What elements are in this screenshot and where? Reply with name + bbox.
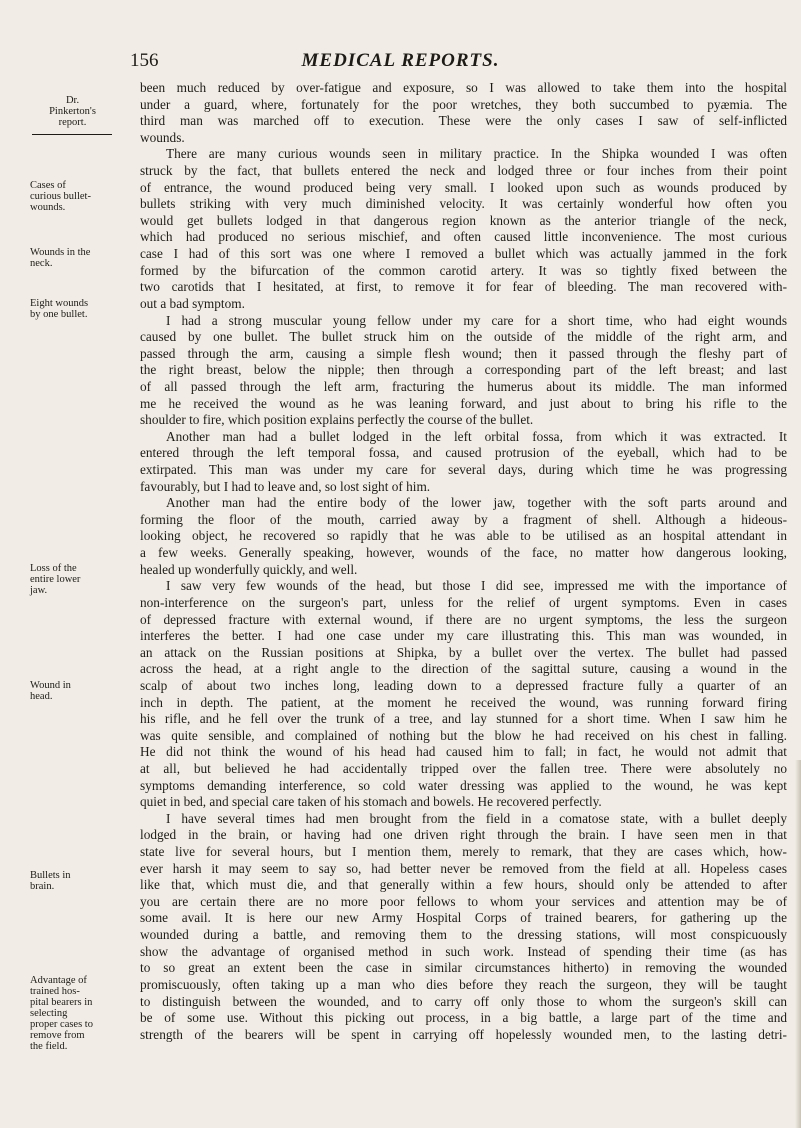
margin-note-line: selecting bbox=[30, 1008, 68, 1019]
margin-note bbox=[30, 298, 115, 320]
margin-note bbox=[30, 180, 115, 213]
body-line: which had produced no serious mischief, and often caused little inconvenience. The most curious bbox=[140, 229, 787, 245]
body-line: quiet in bed, and special care taken of his stomach and bowels. He recovered perfectly. bbox=[140, 794, 602, 810]
body-line: you are certain there are no more poor fellows to whom your services and attention may be of bbox=[140, 893, 787, 909]
body-line: scalp of about two inches long, leading down to a depressed fracture fully a quarter of an bbox=[140, 677, 787, 693]
margin-note-line: wounds. bbox=[30, 202, 66, 213]
running-title: MEDICAL REPORTS. bbox=[301, 50, 500, 71]
margin-note-line: Dr. bbox=[65, 95, 80, 106]
margin-note-line: Advantage of bbox=[30, 975, 87, 986]
body-line: of depressed fracture with external wound, if there are no urgent symptoms, the less the surgeon bbox=[140, 611, 787, 627]
body-line: caused by one bullet. The bullet struck him on the outside of the middle of the right arm, and bbox=[140, 329, 787, 345]
margin-note-brace bbox=[32, 128, 112, 135]
body-line: lodged in the brain, or having had one driven right through the brain. I have seen men in that bbox=[140, 827, 787, 843]
margin-note bbox=[30, 247, 115, 269]
body-line: promiscuously, often taking up a man who dies before they reach the surgeon, they will be taught bbox=[140, 976, 787, 992]
body-line: symptoms demanding interference, so cold water dressing was applied to the wound, he was kept bbox=[140, 777, 787, 793]
body-line: be of some use. Without this picking out process, in a big battle, a large part of the time and bbox=[140, 1010, 787, 1026]
body-line: to distinguish between the wounded, and to carry off only those to whom the surgeon's skill can bbox=[140, 993, 787, 1009]
body-line: non-interference on the surgeon's part, unless for the relief of urgent symptoms. Even in cases bbox=[140, 594, 787, 610]
margin-note-line: trained hos- bbox=[30, 986, 80, 997]
body-line: of entrance, the wound produced being very small. I looked upon such as wounds produced by bbox=[140, 179, 787, 195]
body-line: a few weeks. Generally speaking, however, wounds of the face, no matter how dangerous looking, bbox=[140, 545, 787, 561]
margin-note bbox=[30, 95, 115, 128]
body-line: me he received the wound as he was leaning forward, and just about to bring his rifle to the bbox=[140, 395, 787, 411]
body-line: I have several times had men brought from the field in a comatose state, with a bullet deeply bbox=[166, 810, 787, 826]
body-line: to so great an extent been the case in similar circumstances hitherto) in removing the wounded bbox=[140, 960, 787, 976]
margin-note-line: curious bullet- bbox=[30, 191, 91, 202]
body-line: forming the floor of the mouth, carried away by a fragment of shell. Although a hideous- bbox=[140, 511, 787, 527]
margin-note-line: pital bearers in bbox=[30, 997, 93, 1008]
margin-note-line: Eight wounds bbox=[30, 298, 89, 309]
margin-note-line: report. bbox=[58, 117, 87, 128]
margin-note-line: Cases of bbox=[30, 180, 66, 191]
body-line: Another man had the entire body of the lower jaw, together with the soft parts around and bbox=[166, 495, 787, 511]
body-text bbox=[140, 80, 787, 1043]
body-line: interferes the better. I had one case under my care illustrating this. This man was wounded, in bbox=[140, 628, 787, 644]
margin-note-line: entire lower bbox=[30, 574, 81, 585]
body-line: extirpated. This man was under my care for several days, during which time he was progressing bbox=[140, 462, 787, 478]
page-header bbox=[0, 50, 801, 74]
margin-note bbox=[30, 680, 115, 702]
margin-note-line: the field. bbox=[30, 1041, 68, 1052]
body-line: wounded during a battle, and removing them to the dressing stations, will most conspicuously bbox=[140, 927, 787, 943]
body-line: wounds. bbox=[140, 129, 185, 145]
body-line: favourably, but I had to leave and, so lost sight of him. bbox=[140, 478, 431, 494]
margin-note-line: Wound in bbox=[30, 680, 71, 691]
body-line: Another man had a bullet lodged in the left orbital fossa, from which it was extracted. It bbox=[166, 428, 787, 444]
margin-note-line: Wounds in the bbox=[30, 247, 91, 258]
body-line: of all passed through the left arm, fracturing the humerus about its middle. The man informed bbox=[140, 378, 787, 394]
body-line: across the head, at a right angle to the direction of the sagittal suture, causing a wound in the bbox=[140, 661, 787, 677]
body-line: I saw very few wounds of the head, but those I did see, impressed me with the importance of bbox=[166, 578, 787, 594]
margin-note bbox=[30, 975, 115, 1052]
body-line: entered through the left temporal fossa, and caused protrusion of the eyeball, which had to be bbox=[140, 445, 787, 461]
body-line: strength of the bearers will be spent in carrying off hopelessly wounded men, to the lasting detri- bbox=[140, 1026, 787, 1042]
body-line: would get bullets lodged in that dangerous region known as the anterior triangle of the neck, bbox=[140, 212, 787, 228]
body-line: two carotids that I hesitated, at first, to remove it for fear of bleeding. The man recovered with- bbox=[140, 279, 787, 295]
body-line: I had a strong muscular young fellow under my care for a short time, who had eight wounds bbox=[166, 312, 787, 328]
body-line: under a guard, where, fortunately for the poor wretches, they both succumbed to pyæmia. The bbox=[140, 96, 787, 112]
margin-note-line: brain. bbox=[30, 881, 55, 892]
page-number: 156 bbox=[130, 50, 159, 71]
body-line: third man was marched off to execution. These were the only cases I saw of self-inflicted bbox=[140, 113, 787, 129]
body-line: been much reduced by over-fatigue and exposure, so I was allowed to take them into the hospital bbox=[140, 80, 787, 95]
body-line: out a bad symptom. bbox=[140, 295, 245, 311]
body-line: passed through the arm, causing a simple flesh wound; then it passed through the fleshy part of bbox=[140, 345, 787, 361]
body-line: the right breast, below the nipple; then through a corresponding part of the left breast; and last bbox=[140, 362, 787, 378]
body-line: looking object, he recovered so rapidly that he was able to be utilised as an hospital attendant in bbox=[140, 528, 787, 544]
body-line: formed by the bifurcation of the common carotid artery. It was so tightly fixed between the bbox=[140, 262, 787, 278]
body-line: his rifle, and he fell over the trunk of a tree, and lay stunned for a short time. When I saw him he bbox=[140, 711, 787, 727]
body-line: like that, which must die, and that generally within a few hours, should only be attended to after bbox=[140, 877, 787, 893]
body-line: struck by the fact, that bullets entered the neck and lodged three or four inches from their point bbox=[140, 163, 787, 179]
margin-note bbox=[30, 563, 115, 596]
body-line: There are many curious wounds seen in military practice. In the Shipka wounded I was often bbox=[166, 146, 787, 162]
body-line: some avail. It is here our new Army Hospital Corps of trained bearers, for gathering up the bbox=[140, 910, 787, 926]
body-line: at all, but believed he had accidentally tripped over the fallen tree. There were absolutely no bbox=[140, 760, 787, 776]
body-line: He did not think the wound of his head had caused him to fall; in fact, he would not admit that bbox=[140, 744, 787, 760]
body-line: healed up wonderfully quickly, and well. bbox=[140, 561, 358, 577]
page-edge-shadow bbox=[795, 760, 801, 1128]
margin-note-line: head. bbox=[30, 691, 53, 702]
body-line: bullets striking with very much diminished velocity. It was certainly wonderful how often you bbox=[140, 196, 787, 212]
body-line: state live for several hours, but I mention them, merely to remark, that they are cases which, how- bbox=[140, 844, 787, 860]
margin-note-line: remove from bbox=[30, 1030, 85, 1041]
body-line: was quite sensible, and complained of nothing but the blow he had received on his chest in falling. bbox=[140, 727, 787, 743]
margin-note bbox=[30, 870, 115, 892]
margin-note-line: Bullets in bbox=[30, 870, 71, 881]
body-line: shoulder to fire, which position explains perfectly the course of the bullet. bbox=[140, 412, 534, 428]
margin-note-line: Loss of the bbox=[30, 563, 77, 574]
body-line: show the advantage of organised method in such work. Instead of spending their time (as has bbox=[140, 943, 787, 959]
body-line: case I had of this sort was one where I removed a bullet which was actually jammed in the fork bbox=[140, 246, 787, 262]
body-line: inch in depth. The patient, at the moment he received the wound, was running forward firing bbox=[140, 694, 787, 710]
margin-note-line: by one bullet. bbox=[30, 309, 88, 320]
margin-note-line: neck. bbox=[30, 258, 53, 269]
margin-note-line: jaw. bbox=[30, 585, 48, 596]
body-line: an attack on the Russian positions at Shipka, by a bullet over the vertex. The bullet had passed bbox=[140, 644, 787, 660]
margin-note-line: Pinkerton's bbox=[49, 106, 96, 117]
margin-note-line: proper cases to bbox=[30, 1019, 93, 1030]
body-line: ever harsh it may seem to say so, had better never be removed from the field at all. Hopeless cases bbox=[140, 860, 787, 876]
